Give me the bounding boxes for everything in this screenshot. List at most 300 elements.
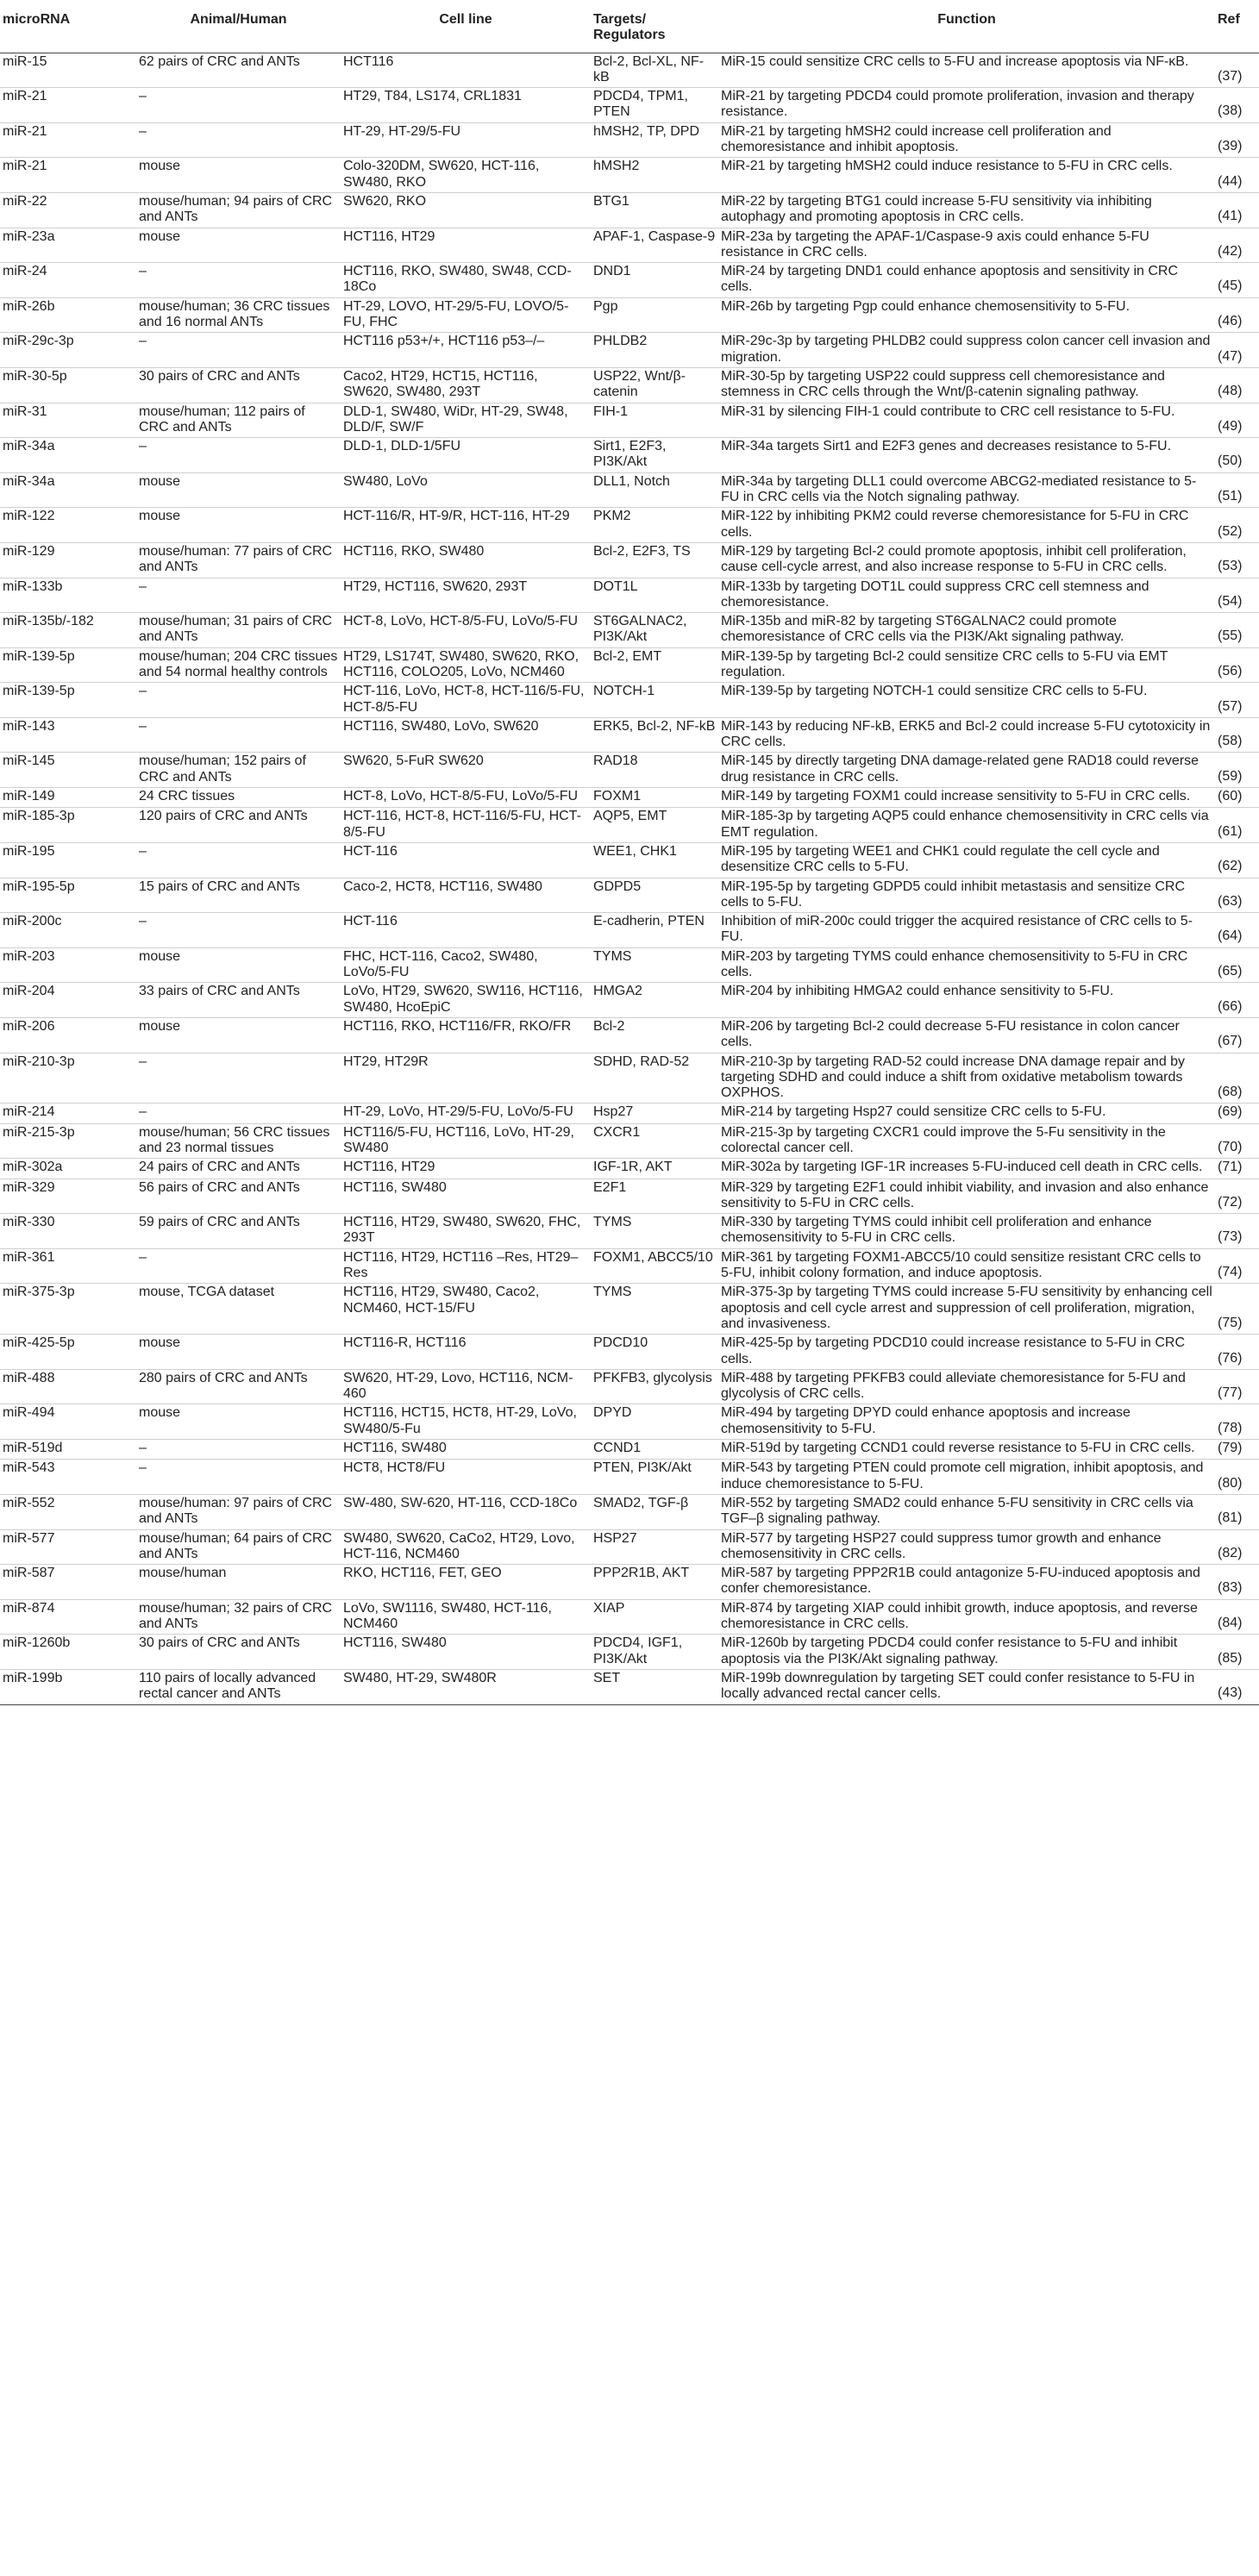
cell-microrna: miR-587 [0,1565,139,1600]
cell-function: MiR-30-5p by targeting USP22 could suppress cell chemoresistance and stemness in CRC cells through the Wnt/β-catenin signaling pathway. [721,367,1218,403]
cell-function: MiR-206 by targeting Bcl-2 could decrease 5-FU resistance in colon cancer cells. [721,1017,1218,1053]
cell-animal-human: 24 pairs of CRC and ANTs [139,1159,343,1179]
cell-microrna: miR-133b [0,578,139,613]
cell-function: MiR-185-3p by targeting AQP5 could enhance chemosensitivity in CRC cells via EMT regulation. [721,808,1218,843]
cell-animal-human: mouse [139,1335,343,1370]
cell-ref: (52) [1218,508,1259,543]
cell-targets: SET [593,1669,721,1704]
cell-function: MiR-302a by targeting IGF-1R increases 5-FU-induced cell death in CRC cells. [721,1159,1218,1179]
cell-microrna: miR-34a [0,438,139,473]
cell-microrna: miR-122 [0,508,139,543]
cell-ref: (71) [1218,1159,1259,1179]
cell-targets: NOTCH-1 [593,683,721,718]
cell-ref: (57) [1218,683,1259,718]
cell-ref: (65) [1218,947,1259,983]
table-row [0,647,1259,683]
cell-animal-human: mouse/human: 97 pairs of CRC and ANTs [139,1494,343,1529]
cell-microrna: miR-15 [0,53,139,88]
cell-cell-line: HT29, HCT116, SW620, 293T [343,578,593,613]
cell-targets: CXCR1 [593,1123,721,1159]
cell-animal-human: mouse/human; 152 pairs of CRC and ANTs [139,753,343,788]
cell-animal-human: mouse [139,508,343,543]
cell-cell-line: HCT116, RKO, SW480, SW48, CCD-18Co [343,263,593,298]
table-row [0,913,1259,948]
cell-microrna: miR-375-3p [0,1284,139,1335]
cell-targets: Bcl-2, E2F3, TS [593,542,721,578]
cell-cell-line: SW620, RKO [343,192,593,228]
table-row [0,1635,1259,1670]
cell-cell-line: HCT116, HT29, HCT116 –Res, HT29–Res [343,1248,593,1284]
cell-microrna: miR-21 [0,88,139,123]
cell-animal-human: – [139,1248,343,1284]
cell-targets: Hsp27 [593,1104,721,1123]
cell-function: MiR-195-5p by targeting GDPD5 could inhibit metastasis and sensitize CRC cells to 5-FU. [721,878,1218,913]
cell-cell-line: HCT116/5-FU, HCT116, LoVo, HT-29, SW480 [343,1123,593,1159]
cell-cell-line: FHC, HCT-116, Caco2, SW480, LoVo/5-FU [343,947,593,983]
cell-cell-line: HCT116, HT29, SW480, Caco2, NCM460, HCT-15/FU [343,1284,593,1335]
table-row [0,542,1259,578]
cell-microrna: miR-29c-3p [0,333,139,368]
table-row [0,983,1259,1018]
cell-animal-human: – [139,913,343,948]
cell-function: MiR-204 by inhibiting HMGA2 could enhance sensitivity to 5-FU. [721,983,1218,1018]
cell-ref: (70) [1218,1123,1259,1159]
cell-microrna: miR-129 [0,542,139,578]
cell-targets: Bcl-2, EMT [593,647,721,683]
cell-cell-line: RKO, HCT116, FET, GEO [343,1565,593,1600]
cell-ref: (53) [1218,542,1259,578]
cell-targets: PKM2 [593,508,721,543]
table-row [0,53,1259,88]
cell-function: MiR-329 by targeting E2F1 could inhibit viability, and invasion and also enhance sensitivity to 5-FU in CRC cells. [721,1179,1218,1214]
header-function: Function [721,0,1218,53]
cell-animal-human: – [139,1460,343,1495]
cell-microrna: miR-302a [0,1159,139,1179]
cell-targets: APAF-1, Caspase-9 [593,228,721,263]
cell-cell-line: SW480, SW620, CaCo2, HT29, Lovo, HCT-116, NCM460 [343,1529,593,1565]
cell-function: MiR-1260b by targeting PDCD4 could confer resistance to 5-FU and inhibit apoptosis via the PI3K/Akt signaling pathway. [721,1635,1218,1670]
cell-ref: (78) [1218,1404,1259,1440]
table-row [0,878,1259,913]
table-row [0,1460,1259,1495]
cell-animal-human: mouse, TCGA dataset [139,1284,343,1335]
cell-cell-line: HCT-116, LoVo, HCT-8, HCT-116/5-FU, HCT-8/5-FU [343,683,593,718]
cell-function: MiR-135b and miR-82 by targeting ST6GALNAC2 could promote chemoresistance of CRC cells via the PI3K/Akt signaling pathway. [721,613,1218,648]
cell-ref: (58) [1218,717,1259,753]
cell-targets: DND1 [593,263,721,298]
cell-function: MiR-215-3p by targeting CXCR1 could improve the 5-Fu sensitivity in the colorectal cancer cell. [721,1123,1218,1159]
cell-function: MiR-361 by targeting FOXM1-ABCC5/10 could sensitize resistant CRC cells to 5-FU, inhibit colony formation, and induce apoptosis. [721,1248,1218,1284]
cell-ref: (77) [1218,1369,1259,1404]
cell-animal-human: 59 pairs of CRC and ANTs [139,1214,343,1249]
cell-ref: (42) [1218,228,1259,263]
cell-microrna: miR-30-5p [0,367,139,403]
cell-animal-human: 280 pairs of CRC and ANTs [139,1369,343,1404]
table-row [0,1104,1259,1123]
cell-animal-human: – [139,683,343,718]
header-animal-human: Animal/Human [139,0,343,53]
cell-cell-line: HT29, LS174T, SW480, SW620, RKO, HCT116, COLO205, LoVo, NCM460 [343,647,593,683]
cell-animal-human: mouse [139,472,343,508]
cell-function: MiR-24 by targeting DND1 could enhance apoptosis and sensitivity in CRC cells. [721,263,1218,298]
cell-microrna: miR-26b [0,297,139,333]
table-row [0,1440,1259,1460]
cell-ref: (49) [1218,403,1259,438]
cell-animal-human: – [139,578,343,613]
cell-targets: Pgp [593,297,721,333]
table-row [0,1599,1259,1635]
table-row [0,1179,1259,1214]
cell-targets: FIH-1 [593,403,721,438]
cell-cell-line: HCT116-R, HCT116 [343,1335,593,1370]
cell-microrna: miR-139-5p [0,647,139,683]
table-row [0,1053,1259,1104]
cell-microrna: miR-34a [0,472,139,508]
cell-cell-line: HCT116, SW480 [343,1440,593,1460]
cell-targets: PHLDB2 [593,333,721,368]
cell-targets: Sirt1, E2F3, PI3K/Akt [593,438,721,473]
table-row [0,438,1259,473]
cell-animal-human: – [139,1104,343,1123]
cell-cell-line: DLD-1, DLD-1/5FU [343,438,593,473]
cell-targets: Bcl-2, Bcl-XL, NF-kB [593,53,721,88]
table-row [0,1248,1259,1284]
table-row [0,683,1259,718]
cell-targets: IGF-1R, AKT [593,1159,721,1179]
cell-ref: (82) [1218,1529,1259,1565]
cell-function: MiR-129 by targeting Bcl-2 could promote apoptosis, inhibit cell proliferation, cause cell-cycle arrest, and also increase response to 5-FU in CRC cells. [721,542,1218,578]
cell-targets: FOXM1 [593,788,721,808]
cell-microrna: miR-145 [0,753,139,788]
cell-animal-human: 56 pairs of CRC and ANTs [139,1179,343,1214]
cell-targets: CCND1 [593,1440,721,1460]
cell-ref: (44) [1218,158,1259,193]
cell-microrna: miR-21 [0,122,139,158]
table-row [0,578,1259,613]
cell-ref: (59) [1218,753,1259,788]
cell-microrna: miR-215-3p [0,1123,139,1159]
cell-cell-line: HT-29, LOVO, HT-29/5-FU, LOVO/5-FU, FHC [343,297,593,333]
cell-cell-line: HCT116, HCT15, HCT8, HT-29, LoVo, SW480/5-Fu [343,1404,593,1440]
header-targets: Targets/ Regulators [593,0,721,53]
cell-animal-human: 15 pairs of CRC and ANTs [139,878,343,913]
cell-ref: (72) [1218,1179,1259,1214]
cell-function: MiR-425-5p by targeting PDCD10 could increase resistance to 5-FU in CRC cells. [721,1335,1218,1370]
cell-ref: (54) [1218,578,1259,613]
cell-animal-human: mouse [139,947,343,983]
cell-microrna: miR-519d [0,1440,139,1460]
cell-function: MiR-210-3p by targeting RAD-52 could increase DNA damage repair and by targeting SDHD and could induce a shift from oxidative metabolism towards OXPHOS. [721,1053,1218,1104]
cell-cell-line: Caco2, HT29, HCT15, HCT116, SW620, SW480, 293T [343,367,593,403]
cell-targets: HSP27 [593,1529,721,1565]
table-row [0,753,1259,788]
table-row [0,1494,1259,1529]
table-row [0,808,1259,843]
cell-cell-line: HT-29, HT-29/5-FU [343,122,593,158]
cell-animal-human: mouse/human; 112 pairs of CRC and ANTs [139,403,343,438]
cell-function: MiR-488 by targeting PFKFB3 could alleviate chemoresistance for 5-FU and glycolysis of CRC cells. [721,1369,1218,1404]
cell-ref: (37) [1218,53,1259,88]
cell-cell-line: Caco-2, HCT8, HCT116, SW480 [343,878,593,913]
cell-function: MiR-15 could sensitize CRC cells to 5-FU and increase apoptosis via NF-κB. [721,53,1218,88]
cell-microrna: miR-22 [0,192,139,228]
cell-microrna: miR-195 [0,842,139,878]
table-row [0,367,1259,403]
cell-cell-line: SW480, LoVo [343,472,593,508]
cell-cell-line: HCT116, HT29 [343,228,593,263]
cell-ref: (68) [1218,1053,1259,1104]
cell-targets: hMSH2, TP, DPD [593,122,721,158]
table-row [0,947,1259,983]
cell-animal-human: – [139,263,343,298]
cell-cell-line: LoVo, SW1116, SW480, HCT-116, NCM460 [343,1599,593,1635]
cell-microrna: miR-149 [0,788,139,808]
cell-targets: E2F1 [593,1179,721,1214]
cell-microrna: miR-874 [0,1599,139,1635]
cell-microrna: miR-139-5p [0,683,139,718]
cell-function: MiR-143 by reducing NF-kB, ERK5 and Bcl-2 could increase 5-FU cytotoxicity in CRC cells. [721,717,1218,753]
cell-targets: DOT1L [593,578,721,613]
table-row [0,403,1259,438]
cell-targets: PDCD4, IGF1, PI3K/Akt [593,1635,721,1670]
cell-cell-line: SW620, HT-29, Lovo, HCT116, NCM-460 [343,1369,593,1404]
cell-ref: (79) [1218,1440,1259,1460]
cell-ref: (81) [1218,1494,1259,1529]
cell-cell-line: HT29, HT29R [343,1053,593,1104]
table-row [0,1214,1259,1249]
table-row [0,1565,1259,1600]
cell-microrna: miR-361 [0,1248,139,1284]
table-row [0,613,1259,648]
table-row [0,122,1259,158]
table-header [0,0,1259,53]
header-ref: Ref [1218,0,1259,53]
cell-targets: TYMS [593,1284,721,1335]
table-row [0,1284,1259,1335]
cell-targets: Bcl-2 [593,1017,721,1053]
cell-targets: PDCD4, TPM1, PTEN [593,88,721,123]
cell-targets: AQP5, EMT [593,808,721,843]
cell-animal-human: mouse [139,228,343,263]
cell-ref: (63) [1218,878,1259,913]
cell-targets: PFKFB3, glycolysis [593,1369,721,1404]
cell-targets: E-cadherin, PTEN [593,913,721,948]
cell-animal-human: 24 CRC tissues [139,788,343,808]
cell-targets: GDPD5 [593,878,721,913]
cell-function: MiR-21 by targeting PDCD4 could promote proliferation, invasion and therapy resistance. [721,88,1218,123]
table-row [0,842,1259,878]
cell-function: MiR-31 by silencing FIH-1 could contribute to CRC cell resistance to 5-FU. [721,403,1218,438]
cell-animal-human: – [139,1440,343,1460]
cell-ref: (50) [1218,438,1259,473]
cell-animal-human: – [139,438,343,473]
cell-targets: hMSH2 [593,158,721,193]
table-row [0,297,1259,333]
cell-ref: (74) [1218,1248,1259,1284]
cell-cell-line: SW480, HT-29, SW480R [343,1669,593,1704]
cell-ref: (51) [1218,472,1259,508]
cell-cell-line: HCT116, RKO, SW480 [343,542,593,578]
cell-animal-human: mouse/human; 56 CRC tissues and 23 normal tissues [139,1123,343,1159]
cell-cell-line: HCT116, SW480 [343,1179,593,1214]
table-row [0,1369,1259,1404]
cell-animal-human: mouse [139,158,343,193]
cell-microrna: miR-543 [0,1460,139,1495]
cell-ref: (46) [1218,297,1259,333]
cell-microrna: miR-214 [0,1104,139,1123]
cell-targets: WEE1, CHK1 [593,842,721,878]
cell-function: MiR-145 by directly targeting DNA damage-related gene RAD18 could reverse drug resistance in CRC cells. [721,753,1218,788]
cell-microrna: miR-200c [0,913,139,948]
cell-targets: ERK5, Bcl-2, NF-kB [593,717,721,753]
cell-cell-line: HT-29, LoVo, HT-29/5-FU, LoVo/5-FU [343,1104,593,1123]
header-cell-line: Cell line [343,0,593,53]
cell-function: MiR-22 by targeting BTG1 could increase 5-FU sensitivity via inhibiting autophagy and promoting apoptosis in CRC cells. [721,192,1218,228]
cell-cell-line: HCT-116/R, HT-9/R, HCT-116, HT-29 [343,508,593,543]
cell-animal-human: mouse/human; 64 pairs of CRC and ANTs [139,1529,343,1565]
header-row [0,0,1259,53]
cell-ref: (38) [1218,88,1259,123]
cell-microrna: miR-206 [0,1017,139,1053]
cell-animal-human: – [139,333,343,368]
cell-function: MiR-214 by targeting Hsp27 could sensitize CRC cells to 5-FU. [721,1104,1218,1123]
cell-function: MiR-149 by targeting FOXM1 could increase sensitivity to 5-FU in CRC cells. [721,788,1218,808]
cell-ref: (48) [1218,367,1259,403]
cell-ref: (66) [1218,983,1259,1018]
cell-cell-line: HT29, T84, LS174, CRL1831 [343,88,593,123]
cell-function: MiR-494 by targeting DPYD could enhance apoptosis and increase chemosensitivity to 5-FU. [721,1404,1218,1440]
cell-animal-human: – [139,1053,343,1104]
cell-targets: PPP2R1B, AKT [593,1565,721,1600]
cell-ref: (75) [1218,1284,1259,1335]
cell-microrna: miR-21 [0,158,139,193]
cell-targets: TYMS [593,1214,721,1249]
cell-targets: PDCD10 [593,1335,721,1370]
table-row [0,1123,1259,1159]
cell-function: MiR-543 by targeting PTEN could promote cell migration, inhibit apoptosis, and induce chemoresistance to 5-FU. [721,1460,1218,1495]
cell-animal-human: – [139,122,343,158]
table-row [0,333,1259,368]
header-microrna: microRNA [0,0,139,53]
table-row [0,263,1259,298]
cell-cell-line: HCT-8, LoVo, HCT-8/5-FU, LoVo/5-FU [343,788,593,808]
cell-animal-human: 30 pairs of CRC and ANTs [139,1635,343,1670]
cell-function: MiR-139-5p by targeting NOTCH-1 could sensitize CRC cells to 5-FU. [721,683,1218,718]
table-row [0,788,1259,808]
cell-function: MiR-122 by inhibiting PKM2 could reverse chemoresistance for 5-FU in CRC cells. [721,508,1218,543]
cell-microrna: miR-143 [0,717,139,753]
cell-animal-human: mouse/human; 31 pairs of CRC and ANTs [139,613,343,648]
cell-ref: (60) [1218,788,1259,808]
cell-targets: HMGA2 [593,983,721,1018]
cell-targets: DPYD [593,1404,721,1440]
table-row [0,1159,1259,1179]
cell-microrna: miR-204 [0,983,139,1018]
cell-microrna: miR-577 [0,1529,139,1565]
cell-animal-human: – [139,842,343,878]
cell-microrna: miR-31 [0,403,139,438]
cell-animal-human: 30 pairs of CRC and ANTs [139,367,343,403]
cell-cell-line: HCT-8, LoVo, HCT-8/5-FU, LoVo/5-FU [343,613,593,648]
table-row [0,158,1259,193]
cell-cell-line: HCT116, HT29, SW480, SW620, FHC, 293T [343,1214,593,1249]
cell-ref: (73) [1218,1214,1259,1249]
cell-function: MiR-330 by targeting TYMS could inhibit cell proliferation and enhance chemosensitivity to 5-FU in CRC cells. [721,1214,1218,1249]
cell-function: MiR-29c-3p by targeting PHLDB2 could suppress colon cancer cell invasion and migration. [721,333,1218,368]
table-row [0,1335,1259,1370]
cell-cell-line: SW620, 5-FuR SW620 [343,753,593,788]
cell-cell-line: HCT8, HCT8/FU [343,1460,593,1495]
cell-ref: (84) [1218,1599,1259,1635]
cell-microrna: miR-24 [0,263,139,298]
cell-animal-human: 33 pairs of CRC and ANTs [139,983,343,1018]
cell-cell-line: DLD-1, SW480, WiDr, HT-29, SW48, DLD/F, SW/F [343,403,593,438]
cell-targets: BTG1 [593,192,721,228]
cell-microrna: miR-488 [0,1369,139,1404]
cell-microrna: miR-552 [0,1494,139,1529]
cell-microrna: miR-23a [0,228,139,263]
cell-function: MiR-139-5p by targeting Bcl-2 could sensitize CRC cells to 5-FU via EMT regulation. [721,647,1218,683]
cell-function: MiR-577 by targeting HSP27 could suppress tumor growth and enhance chemosensitivity in CRC cells. [721,1529,1218,1565]
table-row [0,88,1259,123]
cell-microrna: miR-195-5p [0,878,139,913]
cell-ref: (85) [1218,1635,1259,1670]
cell-microrna: miR-135b/-182 [0,613,139,648]
cell-function: MiR-23a by targeting the APAF-1/Caspase-9 axis could enhance 5-FU resistance in CRC cells. [721,228,1218,263]
cell-animal-human: – [139,88,343,123]
cell-animal-human: mouse/human; 204 CRC tissues and 54 normal healthy controls [139,647,343,683]
table-row [0,1529,1259,1565]
cell-cell-line: HCT116, HT29 [343,1159,593,1179]
cell-microrna: miR-494 [0,1404,139,1440]
cell-function: MiR-375-3p by targeting TYMS could increase 5-FU sensitivity by enhancing cell apoptosis and cell cycle arrest and suppression of cell proliferation, migration, and invasiveness. [721,1284,1218,1335]
cell-ref: (45) [1218,263,1259,298]
cell-targets: SMAD2, TGF-β [593,1494,721,1529]
cell-cell-line: HCT116 [343,53,593,88]
cell-ref: (41) [1218,192,1259,228]
cell-ref: (64) [1218,913,1259,948]
cell-ref: (56) [1218,647,1259,683]
table-row [0,228,1259,263]
cell-cell-line: HCT116, SW480 [343,1635,593,1670]
cell-cell-line: HCT-116 [343,842,593,878]
cell-microrna: miR-203 [0,947,139,983]
cell-function: MiR-34a by targeting DLL1 could overcome ABCG2-mediated resistance to 5-FU in CRC cells via the Notch signaling pathway. [721,472,1218,508]
cell-cell-line: SW-480, SW-620, HT-116, CCD-18Co [343,1494,593,1529]
table-row [0,1669,1259,1704]
cell-targets: SDHD, RAD-52 [593,1053,721,1104]
cell-animal-human: 120 pairs of CRC and ANTs [139,808,343,843]
table-row [0,1404,1259,1440]
table-row [0,192,1259,228]
cell-animal-human: mouse/human; 32 pairs of CRC and ANTs [139,1599,343,1635]
cell-targets: ST6GALNAC2, PI3K/Akt [593,613,721,648]
cell-function: MiR-133b by targeting DOT1L could suppress CRC cell stemness and chemoresistance. [721,578,1218,613]
cell-function: Inhibition of miR-200c could trigger the acquired resistance of CRC cells to 5-FU. [721,913,1218,948]
cell-function: MiR-195 by targeting WEE1 and CHK1 could regulate the cell cycle and desensitize CRC cells to 5-FU. [721,842,1218,878]
cell-animal-human: mouse/human; 36 CRC tissues and 16 normal ANTs [139,297,343,333]
cell-function: MiR-21 by targeting hMSH2 could induce resistance to 5-FU in CRC cells. [721,158,1218,193]
cell-ref: (55) [1218,613,1259,648]
cell-targets: RAD18 [593,753,721,788]
cell-microrna: miR-425-5p [0,1335,139,1370]
cell-targets: USP22, Wnt/β-catenin [593,367,721,403]
cell-animal-human: mouse [139,1017,343,1053]
cell-function: MiR-552 by targeting SMAD2 could enhance 5-FU sensitivity in CRC cells via TGF–β signaling pathway. [721,1494,1218,1529]
cell-targets: FOXM1, ABCC5/10 [593,1248,721,1284]
cell-function: MiR-203 by targeting TYMS could enhance chemosensitivity to 5-FU in CRC cells. [721,947,1218,983]
cell-animal-human: 62 pairs of CRC and ANTs [139,53,343,88]
